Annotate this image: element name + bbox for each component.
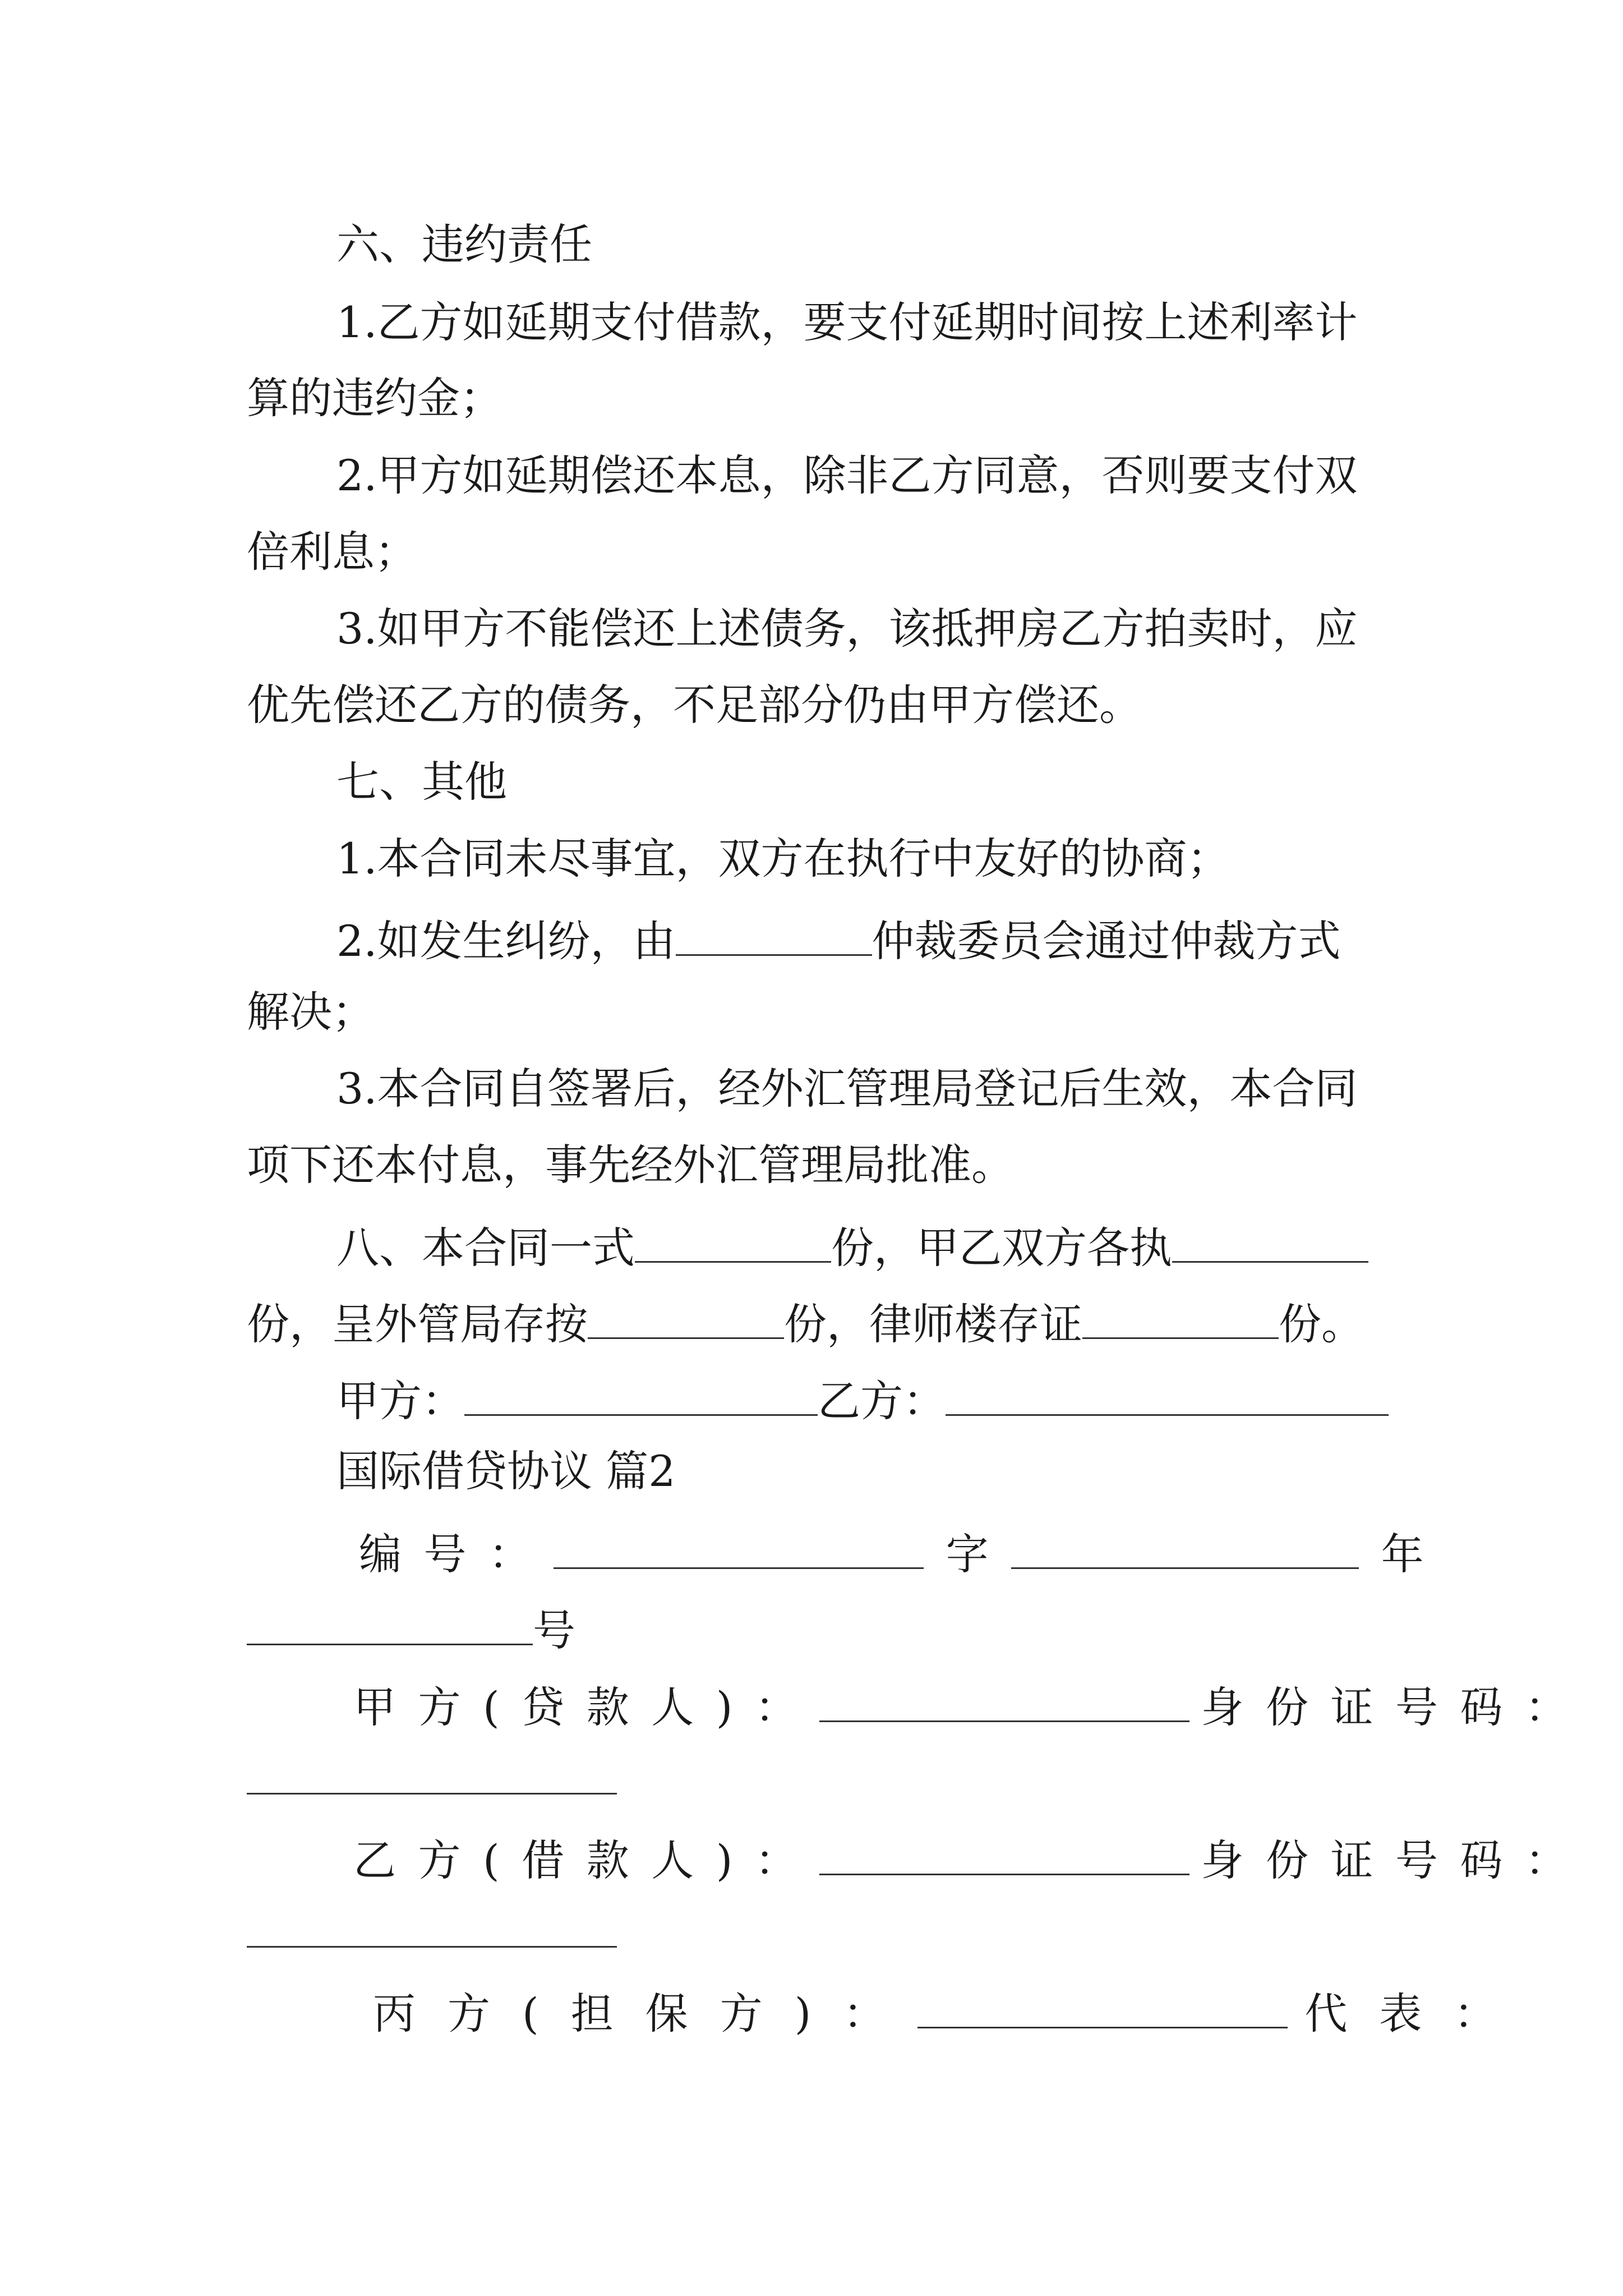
lender-line — [353, 1680, 1590, 1733]
guarantor-line — [373, 1986, 1529, 2039]
section8-part-c: 份，呈外管局存按 — [247, 1299, 588, 1350]
section7-heading: 七、其他 — [336, 757, 507, 807]
copies-bureau-blank — [588, 1297, 784, 1339]
section6-item3-line2: 优先偿还乙方的债务，不足部分仍由甲方偿还。 — [247, 680, 1142, 730]
arbitration-blank — [676, 914, 872, 956]
number-blank — [554, 1527, 924, 1569]
party-b-label: 乙方： — [818, 1376, 946, 1427]
borrower-id-blank — [247, 1946, 617, 1948]
section8-part-d: 份，律师楼存证 — [784, 1299, 1082, 1350]
signature-line — [336, 1374, 1389, 1427]
section8-part-e: 份。 — [1279, 1299, 1364, 1350]
section7-item2-pre: 2.如发生纠纷，由 — [336, 916, 676, 967]
guarantor-label: 丙方(担保方)： — [373, 1989, 918, 2039]
section7-item2-line1 — [336, 914, 1341, 967]
section6-heading: 六、违约责任 — [336, 219, 592, 269]
copies-lawyer-blank — [1082, 1297, 1279, 1339]
guarantor-rep-label: 代表： — [1304, 1989, 1529, 2039]
lender-label: 甲方(贷款人)： — [353, 1682, 820, 1733]
section8-line2 — [247, 1297, 1364, 1350]
party-b-blank — [946, 1374, 1389, 1416]
section8-line1 — [336, 1221, 1368, 1273]
number-line — [359, 1527, 1424, 1580]
guarantor-blank — [917, 1986, 1288, 2028]
borrower-blank — [819, 1833, 1189, 1875]
section8-part-b: 份，甲乙双方各执 — [831, 1223, 1172, 1273]
section7-item1: 1.本合同未尽事宜，双方在执行中友好的协商； — [336, 834, 1230, 884]
section6-item2-line1: 2.甲方如延期偿还本息，除非乙方同意，否则要支付双 — [336, 450, 1358, 500]
party-a-blank — [464, 1374, 818, 1416]
section8-part-a: 八、本合同一式 — [336, 1223, 635, 1273]
lender-id-blank — [247, 1793, 617, 1795]
no-blank — [247, 1603, 533, 1645]
number-line2 — [247, 1603, 575, 1656]
lender-blank — [819, 1680, 1189, 1722]
borrower-label: 乙方(借款人)： — [353, 1835, 820, 1886]
section7-item2-line2: 解决； — [247, 987, 375, 1037]
section6-item3-line1: 3.如甲方不能偿还上述债务，该抵押房乙方拍卖时，应 — [336, 604, 1358, 654]
borrower-line — [353, 1833, 1590, 1886]
section6-item1-line2: 算的违约金； — [247, 373, 502, 423]
no-label: 号 — [533, 1605, 575, 1656]
party-a-label: 甲方： — [336, 1376, 464, 1427]
section6-item2-line2: 倍利息； — [247, 527, 417, 577]
year-blank — [1011, 1527, 1359, 1569]
section6-item1-line1: 1.乙方如延期支付借款，要支付延期时间按上述利率计 — [336, 297, 1358, 347]
year-label: 年 — [1381, 1529, 1424, 1580]
section7-item2-post: 仲裁委员会通过仲裁方式 — [872, 916, 1341, 967]
copies-total-blank — [635, 1221, 831, 1263]
char-label: 字 — [946, 1529, 989, 1580]
copies-each-blank — [1172, 1221, 1368, 1263]
agreement2-title: 国际借贷协议 篇2 — [336, 1446, 676, 1496]
section7-item3-line2: 项下还本付息，事先经外汇管理局批准。 — [247, 1140, 1014, 1190]
number-label: 编号： — [359, 1529, 554, 1580]
borrower-id-label: 身份证号码： — [1201, 1835, 1590, 1886]
section7-item3-line1: 3.本合同自签署后，经外汇管理局登记后生效，本合同 — [336, 1064, 1358, 1114]
lender-id-label: 身份证号码： — [1201, 1682, 1590, 1733]
